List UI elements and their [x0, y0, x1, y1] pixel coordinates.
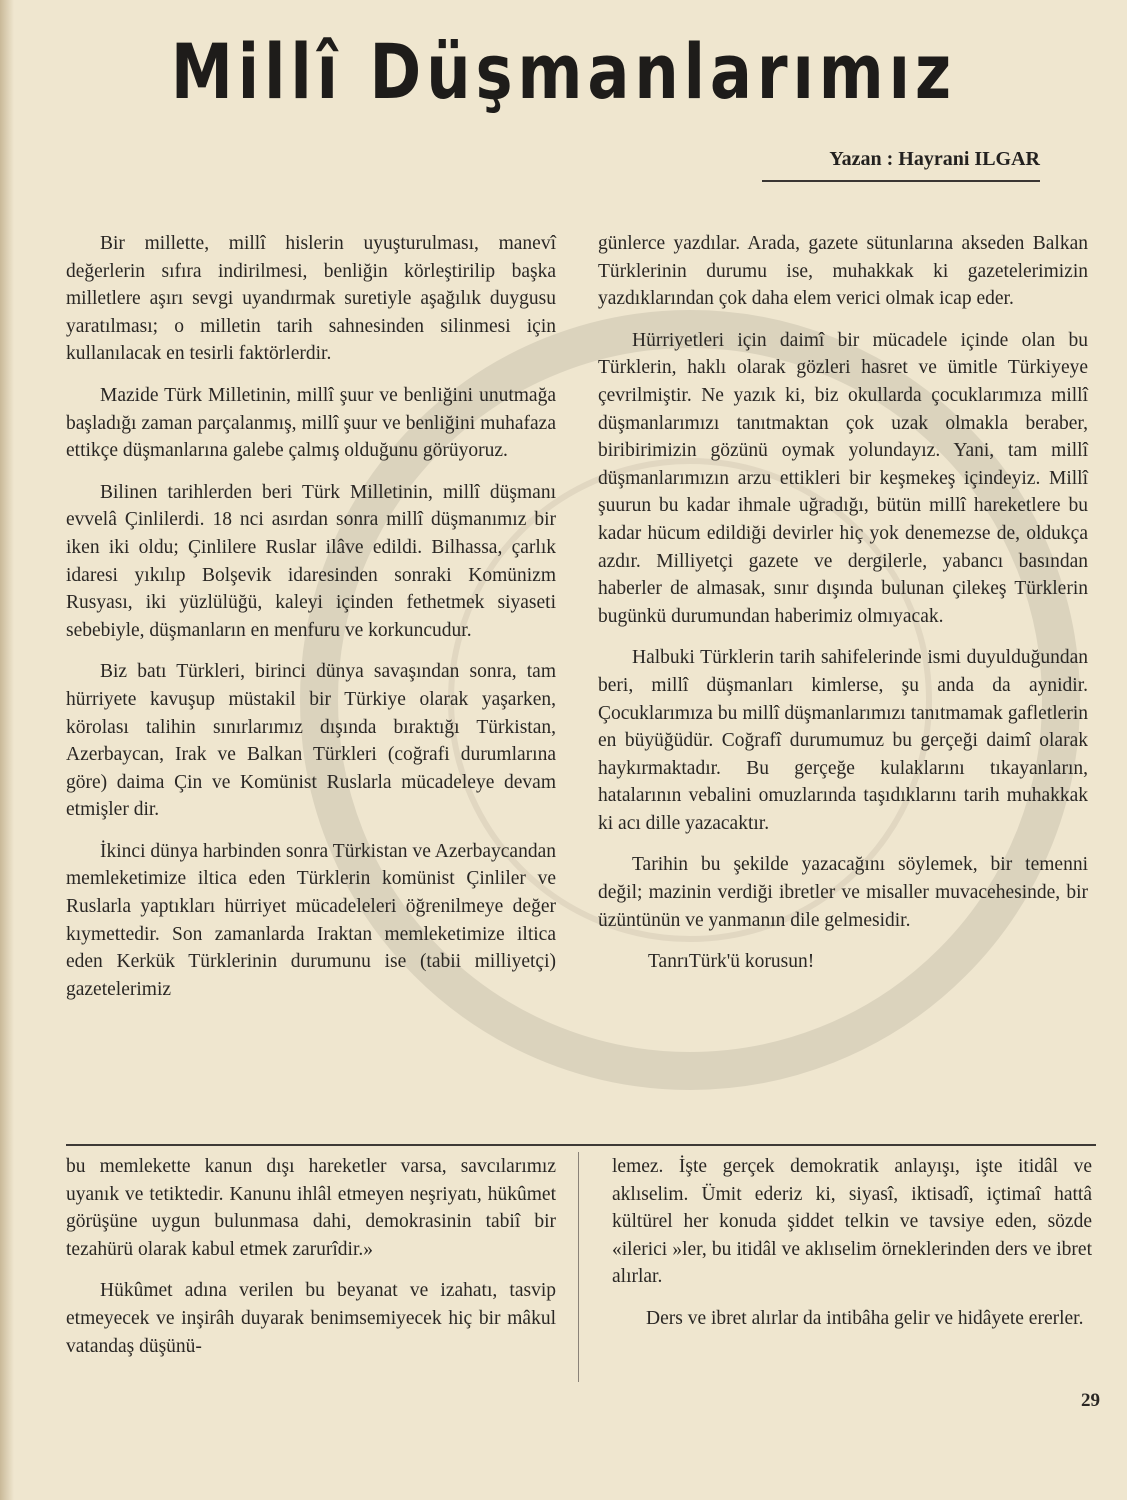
byline: Yazan : Hayrani ILGAR	[829, 148, 1040, 170]
paragraph: günlerce yazdılar. Arada, gazete sütunlarına akseden Balkan Türklerinin durumu ise, muhakkak ki gazetelerimizin yazdıklarından çok daha elem verici olmak icap eder.	[598, 233, 1088, 310]
paragraph: Halbuki Türklerin tarih sahifelerinde ismi duyulduğundan beri, millî düşmanları kimlerse, şu anda da aynidir. Çocuklarımıza bu millî düşmanlarımızı tanıtmamak gafletlerin en büyüğüdür. Coğrafî durumumuz bu gerçeği daimî olarak haykırmaktadır. Bu gerçeğe kulaklarını tıkayanların, hatalarının vebalini omuzlarında taşıdıklarını tarih muhakkak ki acı dille yazacaktır.	[598, 647, 1088, 834]
paragraph: Mazide Türk Milletinin, millî şuur ve benliğini unutmağa başladığı zaman parçalanmış, millî şuur ve benliğini muhafaza ettikçe düşmanlarına galebe çalmış olduğunu görüyoruz.	[66, 384, 556, 462]
paragraph: Hükûmet adına verilen bu beyanat ve izahatı, tasvip etmeyecek ve inşirâh duyarak benimsemiyecek hiç bir mâkul vatandaş düşünü-	[66, 1280, 556, 1357]
column-divider	[578, 1152, 579, 1382]
byline-rule	[762, 180, 1040, 182]
paragraph: Ders ve ibret alırlar da intibâha gelir ve hidâyete ererler.	[646, 1307, 1084, 1329]
section-divider	[66, 1144, 1096, 1146]
continuation-right-column	[612, 1153, 1092, 1347]
article-left-column	[66, 230, 556, 1017]
article-title: Millî Düşmanlarımız	[170, 27, 957, 116]
paragraph: Bilinen tarihlerden beri Türk Milletinin, millî düşmanı evvelâ Çinlilerdi. 18 nci asırdan sonra millî düşmanımız bir iken iki oldu; Çinlilere Ruslar ilâve edildi. Bilhassa, çarlık idaresi yıkılıp Bolşevik idaresinden sonraki Komünizm Rusyası, iki yüzlülüğü, kaleyi içinden fethetmek siyaseti sebebiyle, düşmanların en menfuru ve korkuncudur.	[66, 481, 556, 641]
continuation-left-column	[66, 1153, 556, 1374]
paragraph: bu memlekette kanun dışı hareketler varsa, savcılarımız uyanık ve tetiktedir. Kanunu ihlâl etmeyen neşriyatı, hükûmet görüşüne uygun bulunmasa dahi, demokrasinin tabiî bir tezahürü olarak kabul etmek zarurîdir.»	[66, 1156, 556, 1260]
article-right-column	[598, 230, 1088, 990]
closing-line: TanrıTürk'ü korusun!	[648, 951, 815, 973]
paragraph: Hürriyetleri için daimî bir mücadele içinde olan bu Türklerin, haklı olarak gözleri hasret ve ümitle Türkiyeye çevrilmiştir. Ne yazık ki, biz okullarda çocuklarımıza millî düşmanlarımızı tanıtmaktan çok uzak olmakla beraber, biribirimizin gözünü oymak yolundayız. Yani, tam millî düşmanlarımızın arzu ettikleri bir keşmekeş içindeyiz. Millî şuurun bu kadar ihmale uğradığı, bütün millî hareketlere bu kadar hücum edildiği devirler hiç yok denemezse de, oldukça azdır. Milliyetçi gazete ve dergilerle, yabancı basından haberler de almasak, sınır dışında bulunan çilekeş Türklerin bugünkü durumundan haberimiz olmıyacak.	[598, 329, 1088, 627]
page-edge	[0, 0, 14, 1500]
paragraph: lemez. İşte gerçek demokratik anlayışı, işte itidâl ve aklıselim. Ümit ederiz ki, siyasî, iktisadî, içtimaî hattâ kültürel her konuda şiddet telkin ve tavsiye eden, sözde «ilerici »ler, bu itidâl ve aklıselim örneklerinden ders ve ibret alırlar.	[612, 1156, 1092, 1288]
paragraph: Tarihin bu şekilde yazacağını söylemek, bir temenni değil; mazinin verdiği ibretler ve misaller muvacehesinde, bir üzüntünün ve yanmanın dile gelmesidir.	[598, 854, 1088, 931]
paragraph: Bir millette, millî hislerin uyuşturulması, manevî değerlerin sıfıra indirilmesi, benliğin körleştirilip başka milletlere aşırı sevgi uyandırmak suretiyle aşağılık duygusu yaratılması; o milletin tarih sahnesinden silinmesi için kullanılacak en tesirli faktörlerdir.	[66, 233, 556, 365]
paragraph: İkinci dünya harbinden sonra Türkistan ve Azerbaycandan memleketimize iltica eden Türklerin komünist Çinliler ve Ruslarla yaptıkları hürriyet mücadeleleri öğrenilmeye değer kıymettedir. Son zamanlarda Iraktan memleketimize iltica eden Kerkük Türklerinin durumunu ise (tabii milliyetçi) gazetelerimiz	[66, 840, 556, 1000]
page-number: 29	[1081, 1390, 1100, 1411]
paragraph: Biz batı Türkleri, birinci dünya savaşından sonra, tam hürriyete kavuşup müstakil bir Türkiye olarak yaşarken, körolası talihin sınırlarımız dışında bıraktığı Türkistan, Azerbaycan, Irak ve Balkan Türkleri (coğrafi durumlarına göre) daima Çin ve Komünist Ruslarla mücadeleye devam etmişler dir.	[66, 661, 556, 821]
